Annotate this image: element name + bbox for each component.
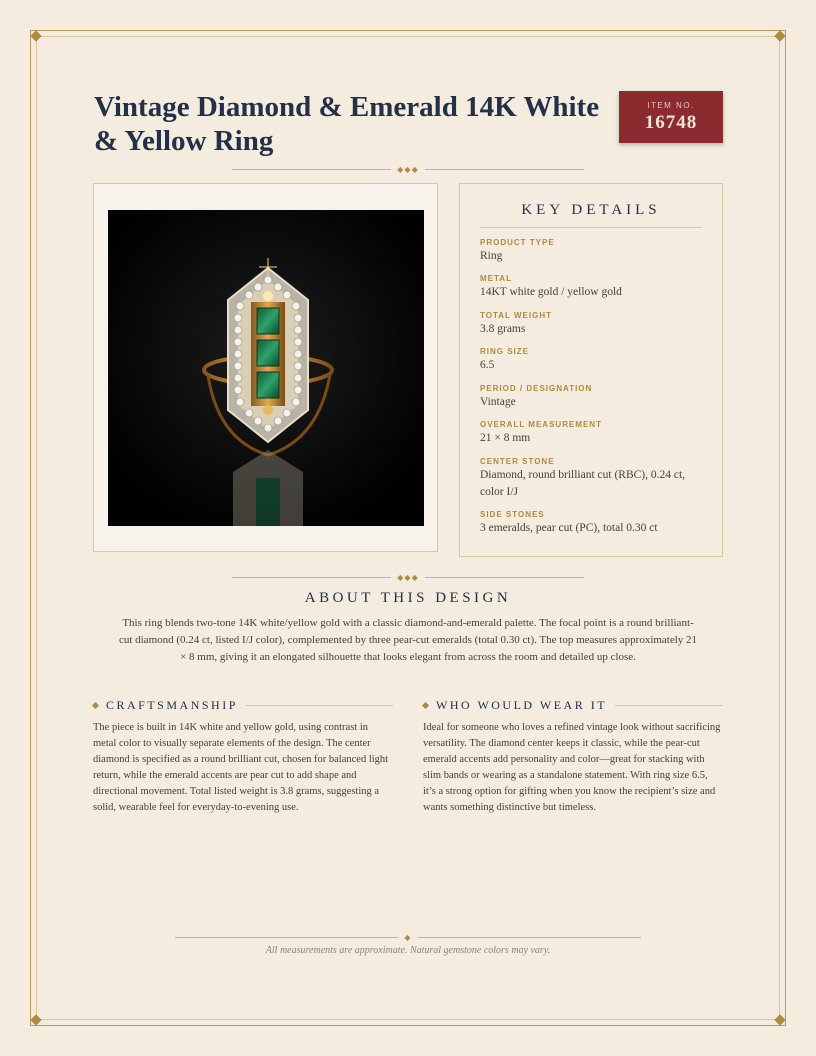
- detail-value: Vintage: [480, 396, 516, 408]
- detail-value: 14KT white gold / yellow gold: [480, 286, 622, 298]
- detail-total-weight: [480, 311, 710, 338]
- craftsmanship-heading-text: CRAFTSMANSHIP: [106, 698, 238, 712]
- detail-value: 3 emeralds, pear cut (PC), total 0.30 ct: [480, 522, 658, 534]
- product-photo: [108, 210, 424, 526]
- item-number-value: 16748: [644, 112, 698, 133]
- who-would-wear-it-text: Ideal for someone who loves a refined vintage look without sacrificing versatility. The diamond center keeps it classic, while the pear-cut emerald accents add personality and color—great for stacking with slim bands or wearing as a standalone statement. With ring size 6.5, it’s a strong option for gifting when you know the recipient’s size and wants something distinctive but timeless.: [423, 722, 721, 813]
- detail-label: SIDE STONES: [480, 510, 545, 519]
- detail-label: OVERALL MEASUREMENT: [480, 420, 602, 429]
- diamond-ornament-icon: ◆: [404, 932, 412, 942]
- diamond-ornament-icon: ◆◆◆: [397, 164, 419, 174]
- detail-label: RING SIZE: [480, 347, 530, 356]
- detail-overall-measurement: [480, 420, 710, 447]
- footer-note: All measurements are approximate. Natural gemstone colors may vary.: [265, 945, 551, 956]
- detail-label: PRODUCT TYPE: [480, 238, 555, 247]
- footer-divider: [175, 932, 641, 942]
- key-details-panel: [459, 183, 723, 557]
- key-details-rule: [480, 227, 702, 228]
- detail-period: [480, 384, 710, 411]
- detail-label: PERIOD / DESIGNATION: [480, 384, 593, 393]
- detail-center-stone: [480, 457, 710, 501]
- detail-label: TOTAL WEIGHT: [480, 311, 552, 320]
- detail-value: Diamond, round brilliant cut (RBC), 0.24 ct, color I/J: [480, 469, 686, 498]
- detail-value: 3.8 grams: [480, 323, 526, 335]
- who-would-wear-it-heading-text: WHO WOULD WEAR IT: [436, 698, 608, 712]
- page-title: Vintage Diamond & Emerald 14K White & Yellow Ring: [94, 91, 600, 157]
- detail-product-type: [480, 238, 710, 265]
- detail-label: CENTER STONE: [480, 457, 555, 466]
- about-divider: [232, 572, 584, 582]
- key-details-heading: KEY DETAILS: [521, 202, 661, 218]
- diamond-bullet-icon: [92, 702, 99, 709]
- about-heading: ABOUT THIS DESIGN: [304, 590, 512, 606]
- craftsmanship-text: The piece is built in 14K white and yellow gold, using contrast in metal color to visually separate elements of the design. The center diamond is specified as a round brilliant cut, chosen for balanced light return, while the emerald accents are pear cut to add shape and directional movement. Total listed weight is 3.8 grams, suggesting a solid, wearable feel for everyday-to-evening use.: [93, 722, 389, 813]
- diamond-ornament-icon: ◆◆◆: [397, 572, 419, 582]
- product-photo-frame: [93, 183, 438, 552]
- detail-value: 21 × 8 mm: [480, 432, 531, 444]
- craftsmanship-heading: [93, 698, 393, 713]
- detail-value: 6.5: [480, 359, 495, 371]
- detail-ring-size: [480, 347, 710, 374]
- title-divider: [232, 164, 584, 174]
- item-number-label: ITEM NO.: [647, 101, 695, 110]
- item-number-badge: [619, 91, 723, 143]
- detail-side-stones: [480, 510, 710, 537]
- diamond-bullet-icon: [422, 702, 429, 709]
- ring-image-icon: [108, 210, 424, 526]
- detail-label: METAL: [480, 274, 512, 283]
- detail-value: Ring: [480, 250, 503, 262]
- about-text: This ring blends two-tone 14K white/yellow gold with a classic diamond-and-emerald palette. The focal point is a round brilliant-cut diamond (0.24 ct, listed I/J color), complemented by three pear-cut emeralds (total 0.30 ct). The top measures approximately 21 × 8 mm, giving it an elongated silhouette that looks elegant from across the room and detailed up close.: [118, 617, 698, 663]
- detail-metal: [480, 274, 710, 301]
- who-would-wear-it-heading: [423, 698, 723, 713]
